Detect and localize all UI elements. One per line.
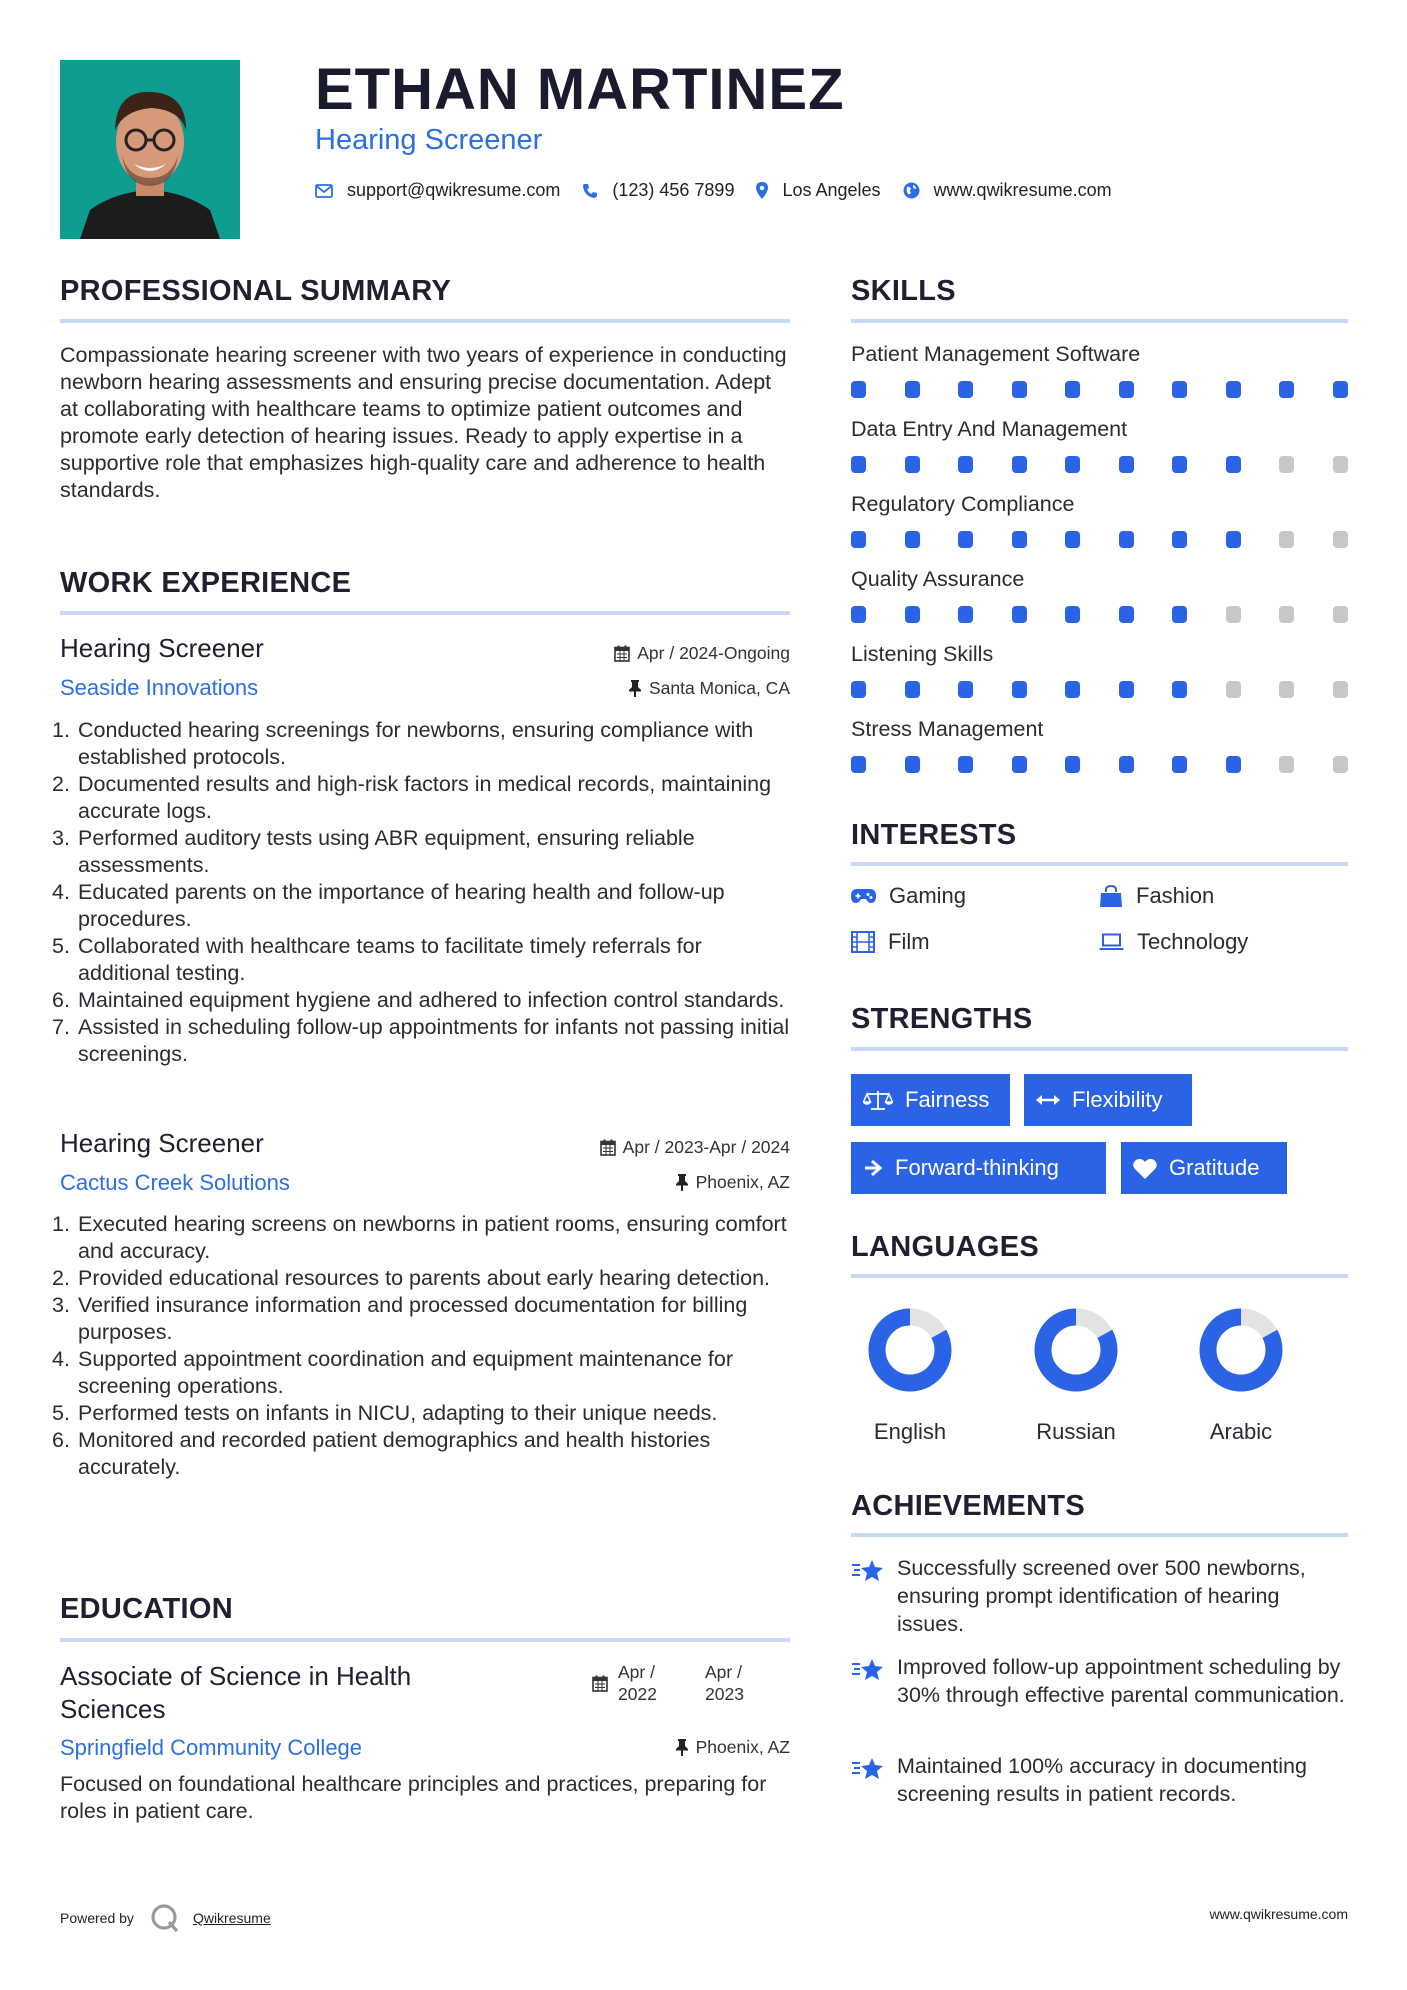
language-proficiency-ring <box>1196 1305 1286 1395</box>
experience-heading: WORK EXPERIENCE <box>60 567 352 599</box>
skill-row <box>851 717 1348 792</box>
job-1-dates <box>614 643 790 664</box>
rating-dot-empty <box>1279 606 1294 623</box>
skill-rating <box>851 681 1348 698</box>
job-2-dates-text: Apr / 2023-Apr / 2024 <box>622 1137 790 1157</box>
rating-dot-empty <box>1333 531 1348 548</box>
strength-flexibility: Flexibility <box>1024 1074 1192 1126</box>
rating-dot-filled <box>1119 456 1134 473</box>
list-item: 7. Assisted in scheduling follow-up appointments for infants not passing initial screenings. <box>52 1015 790 1066</box>
language-proficiency-ring <box>1031 1305 1121 1395</box>
skills-heading: SKILLS <box>851 275 956 307</box>
list-item: 3. Performed auditory tests using ABR equipment, ensuring reliable assessments. <box>52 826 695 877</box>
skill-rating <box>851 456 1348 473</box>
languages-heading: LANGUAGES <box>851 1231 1039 1263</box>
education-degree <box>60 1660 411 1726</box>
footer-powered-by: Powered by Qwikresume <box>60 1903 271 1933</box>
language-name: Arabic <box>1209 1419 1273 1444</box>
contact-website-text: www.qwikresume.com <box>933 180 1112 200</box>
list-item: 5. Performed tests on infants in NICU, adapting to their unique needs. <box>52 1401 718 1425</box>
job-2-location <box>675 1172 790 1193</box>
rating-dot-filled <box>851 531 866 548</box>
rating-dot-filled <box>1279 381 1294 398</box>
list-item: 2. Documented results and high-risk factors in medical records, maintaining accurate logs. <box>52 772 772 823</box>
language-proficiency-ring <box>865 1305 955 1395</box>
rating-dot-filled <box>1119 606 1134 623</box>
skill-row <box>851 567 1348 642</box>
rating-dot-filled <box>1172 756 1187 773</box>
candidate-name: ETHAN MARTINEZ <box>315 57 845 122</box>
pushpin-icon <box>675 1739 689 1756</box>
rating-dot-filled <box>1012 531 1027 548</box>
interests-heading: INTERESTS <box>851 819 1017 851</box>
education-end: Apr / 2023 <box>705 1662 744 1704</box>
skill-rating <box>851 531 1348 548</box>
language-item <box>1181 1305 1301 1445</box>
arrow-right-icon <box>863 1158 883 1178</box>
list-item: 3. Verified insurance information and processed documentation for billing purposes. <box>52 1293 748 1344</box>
job-2-location-text: Phoenix, AZ <box>695 1172 790 1192</box>
rating-dot-filled <box>1226 756 1241 773</box>
education-start: Apr / 2022 <box>618 1662 657 1704</box>
achievement-item: Maintained 100% accuracy in documenting screening results in patient records. <box>851 1752 1348 1808</box>
rating-dot-empty <box>1333 606 1348 623</box>
rating-dot-filled <box>905 456 920 473</box>
education-school[interactable]: Springfield Community College <box>60 1735 363 1760</box>
interest-gaming: Gaming <box>851 883 966 909</box>
rating-dot-filled <box>1065 606 1080 623</box>
education-location <box>675 1737 790 1758</box>
rating-dot-filled <box>1172 381 1187 398</box>
strength-gratitude: Gratitude <box>1121 1142 1287 1194</box>
rating-dot-empty <box>1333 456 1348 473</box>
contact-location-text: Los Angeles <box>782 180 881 200</box>
rating-dot-filled <box>958 756 973 773</box>
shooting-star-icon <box>851 1656 885 1684</box>
rating-dot-filled <box>905 756 920 773</box>
shopping-bag-icon <box>1099 885 1123 907</box>
rating-dot-filled <box>1012 456 1027 473</box>
heart-icon <box>1133 1158 1157 1179</box>
rating-dot-filled <box>1012 756 1027 773</box>
achievements-list <box>851 1554 1348 1808</box>
rating-dot-filled <box>1065 756 1080 773</box>
education-dates-icon-wrap <box>592 1675 608 1697</box>
summary-heading: PROFESSIONAL SUMMARY <box>60 275 452 307</box>
list-item: 5. Collaborated with healthcare teams to facilitate timely referrals for additional testing. <box>52 934 702 985</box>
skill-name: Listening Skills <box>851 642 994 666</box>
rating-dot-filled <box>1172 606 1187 623</box>
film-icon <box>851 931 875 953</box>
rating-dot-filled <box>1226 456 1241 473</box>
shooting-star-icon <box>851 1755 885 1783</box>
rating-dot-filled <box>1119 381 1134 398</box>
contact-bar <box>315 180 1134 201</box>
rating-dot-filled <box>958 381 973 398</box>
profile-photo <box>60 60 240 239</box>
contact-website[interactable] <box>903 180 1112 201</box>
job-1-title: Hearing Screener <box>60 633 264 663</box>
gamepad-icon <box>851 888 876 904</box>
job-1-bullets <box>52 717 795 1068</box>
language-item <box>1016 1305 1136 1445</box>
map-pin-icon <box>756 182 768 199</box>
rating-dot-filled <box>905 381 920 398</box>
education-degree-line-1: Associate of Science in Health <box>60 1661 412 1691</box>
interests-divider <box>851 862 1348 866</box>
job-2-bullets <box>52 1211 795 1481</box>
education-description: Focused on foundational healthcare principles and practices, preparing for roles in patient care. <box>60 1772 767 1823</box>
rating-dot-filled <box>851 381 866 398</box>
rating-dot-filled <box>1226 381 1241 398</box>
education-location-text: Phoenix, AZ <box>695 1737 790 1757</box>
interest-film: Film <box>851 929 930 955</box>
job-1-location-text: Santa Monica, CA <box>648 678 790 698</box>
education-degree-line-2: Sciences <box>60 1694 166 1724</box>
job-2-company[interactable]: Cactus Creek Solutions <box>60 1170 290 1195</box>
calendar-icon <box>614 645 630 662</box>
languages-list <box>851 1305 1348 1445</box>
job-2-dates <box>600 1137 790 1158</box>
rating-dot-empty <box>1333 756 1348 773</box>
rating-dot-filled <box>1065 531 1080 548</box>
languages-divider <box>851 1274 1348 1278</box>
rating-dot-empty <box>1279 756 1294 773</box>
list-item: 6. Monitored and recorded patient demographics and health histories accurately. <box>52 1428 711 1479</box>
skill-row <box>851 492 1348 567</box>
envelope-icon <box>315 184 333 198</box>
rating-dot-filled <box>851 606 866 623</box>
contact-email[interactable] <box>315 180 560 201</box>
rating-dot-empty <box>1226 681 1241 698</box>
achievements-heading: ACHIEVEMENTS <box>851 1490 1086 1522</box>
rating-dot-filled <box>851 681 866 698</box>
rating-dot-filled <box>1012 381 1027 398</box>
candidate-role: Hearing Screener <box>315 124 543 156</box>
summary-text: Compassionate hearing screener with two years of experience in conducting newborn hearing assessments and ensuring precise documentation. Adept at collaborating with healthcare teams to optimize patient outcomes and promote early detection of hearing issues. Ready to apply expertise in a supportive role that emphasizes high-quality care and adherence to health standards. <box>60 343 787 502</box>
rating-dot-filled <box>851 456 866 473</box>
laptop-icon <box>1099 933 1124 951</box>
job-1-company[interactable]: Seaside Innovations <box>60 675 259 700</box>
rating-dot-filled <box>905 531 920 548</box>
skill-name: Regulatory Compliance <box>851 492 1075 516</box>
achievement-item: Successfully screened over 500 newborns, ensuring prompt identification of hearing issues. <box>851 1554 1348 1653</box>
skills-list <box>851 342 1348 792</box>
list-item: 4. Educated parents on the importance of hearing health and follow-up procedures. <box>52 880 725 931</box>
contact-email-text: support@qwikresume.com <box>347 180 561 200</box>
language-item <box>850 1305 970 1445</box>
rating-dot-filled <box>905 606 920 623</box>
skill-rating <box>851 381 1348 398</box>
job-2-title: Hearing Screener <box>60 1128 264 1158</box>
skill-name: Patient Management Software <box>851 342 1141 366</box>
list-item: 4. Supported appointment coordination and equipment maintenance for screening operations. <box>52 1347 734 1398</box>
rating-dot-filled <box>1172 681 1187 698</box>
skills-divider <box>851 319 1348 323</box>
strength-forward-thinking: Forward-thinking <box>851 1142 1106 1194</box>
rating-dot-filled <box>851 756 866 773</box>
education-heading: EDUCATION <box>60 1593 233 1625</box>
summary-divider <box>60 319 790 323</box>
contact-location <box>756 180 880 201</box>
list-item: 1. Executed hearing screens on newborns in patient rooms, ensuring comfort and accuracy. <box>52 1212 787 1263</box>
rating-dot-filled <box>1119 756 1134 773</box>
rating-dot-filled <box>1119 531 1134 548</box>
achievement-item: Improved follow-up appointment scheduling by 30% through effective parental communication. <box>851 1653 1348 1752</box>
rating-dot-empty <box>1279 531 1294 548</box>
experience-divider <box>60 611 790 615</box>
language-name: Russian <box>1036 1419 1116 1444</box>
calendar-icon <box>600 1139 616 1156</box>
rating-dot-filled <box>1012 681 1027 698</box>
rating-dot-filled <box>1226 531 1241 548</box>
shooting-star-icon <box>851 1557 885 1585</box>
skill-rating <box>851 756 1348 773</box>
interest-technology: Technology <box>1099 929 1248 955</box>
interest-fashion: Fashion <box>1099 883 1214 909</box>
strengths-heading: STRENGTHS <box>851 1003 1033 1035</box>
rating-dot-filled <box>1065 381 1080 398</box>
strength-fairness: Fairness <box>851 1074 1010 1126</box>
rating-dot-filled <box>1065 456 1080 473</box>
phone-icon <box>582 183 598 199</box>
language-name: English <box>873 1419 947 1444</box>
calendar-icon <box>592 1675 608 1692</box>
balance-scale-icon <box>863 1089 893 1111</box>
arrows-horizontal-icon <box>1036 1094 1060 1106</box>
skill-row <box>851 417 1348 492</box>
job-1-dates-text: Apr / 2024-Ongoing <box>637 643 790 663</box>
rating-dot-filled <box>1333 381 1348 398</box>
skill-name: Quality Assurance <box>851 567 1025 591</box>
rating-dot-filled <box>1172 531 1187 548</box>
pushpin-icon <box>628 680 642 697</box>
skill-name: Stress Management <box>851 717 1044 741</box>
footer-brand-link[interactable]: Qwikresume <box>192 1910 271 1926</box>
skill-rating <box>851 606 1348 623</box>
rating-dot-filled <box>958 681 973 698</box>
contact-phone-text: (123) 456 7899 <box>612 180 735 200</box>
rating-dot-empty <box>1279 456 1294 473</box>
footer-website[interactable]: www.qwikresume.com <box>1209 1906 1348 1922</box>
achievements-divider <box>851 1533 1348 1537</box>
globe-icon <box>903 182 920 199</box>
rating-dot-filled <box>958 456 973 473</box>
rating-dot-filled <box>1065 681 1080 698</box>
rating-dot-filled <box>1172 456 1187 473</box>
skill-row <box>851 342 1348 417</box>
skill-row <box>851 642 1348 717</box>
rating-dot-empty <box>1226 606 1241 623</box>
strengths-divider <box>851 1047 1348 1051</box>
rating-dot-filled <box>1119 681 1134 698</box>
rating-dot-filled <box>958 606 973 623</box>
list-item: 1. Conducted hearing screenings for newborns, ensuring compliance with established protocols. <box>52 718 754 769</box>
job-1-location <box>628 678 790 699</box>
rating-dot-filled <box>905 681 920 698</box>
rating-dot-empty <box>1333 681 1348 698</box>
pushpin-icon <box>675 1174 689 1191</box>
qwikresume-logo-icon <box>150 1903 180 1933</box>
rating-dot-filled <box>958 531 973 548</box>
list-item: 6. Maintained equipment hygiene and adhered to infection control standards. <box>52 988 785 1012</box>
list-item: 2. Provided educational resources to parents about early hearing detection. <box>52 1266 771 1290</box>
rating-dot-empty <box>1279 681 1294 698</box>
contact-phone[interactable] <box>582 180 734 201</box>
skill-name: Data Entry And Management <box>851 417 1128 441</box>
rating-dot-filled <box>1012 606 1027 623</box>
education-divider <box>60 1638 790 1642</box>
